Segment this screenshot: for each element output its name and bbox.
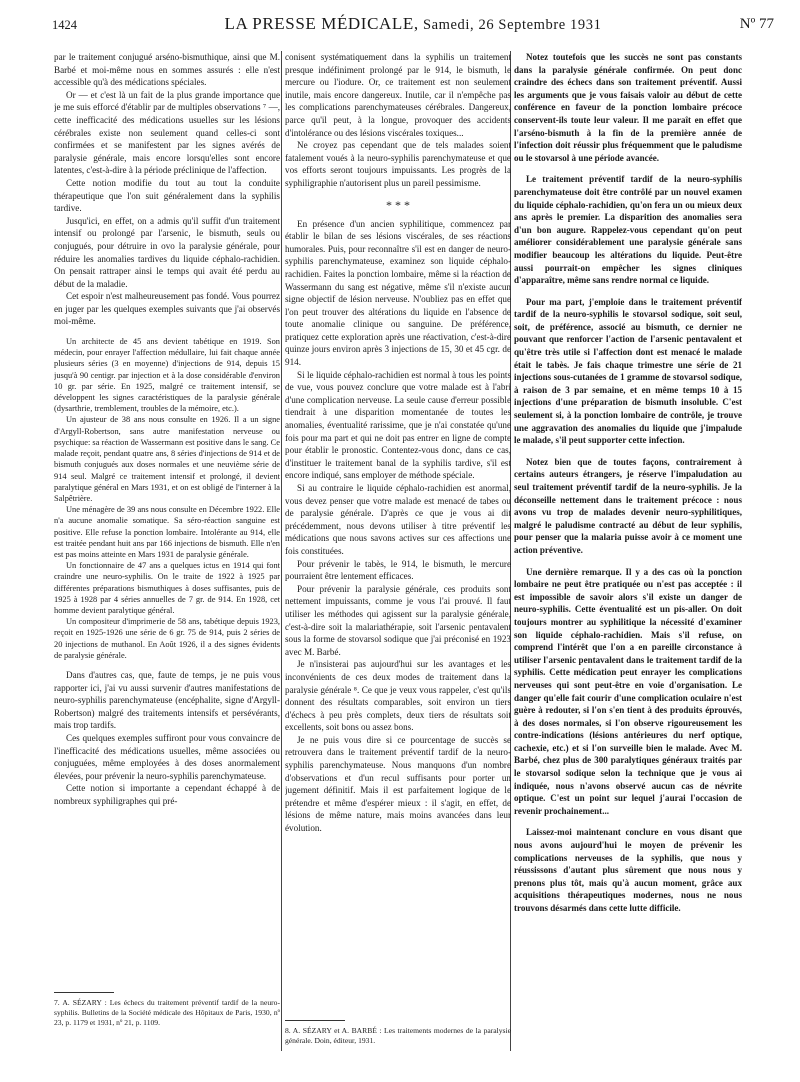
journal-date: Samedi, 26 Septembre 1931: [422, 17, 602, 33]
paragraph: par le traitement conjugué arséno-bismuthique, ainsi que M. Barbé et moi-même nous en sommes assurés : elle n'est accessible qu'à des médications spéciales.: [54, 52, 280, 88]
paragraph: conisent systématiquement dans la syphilis un traitement presque indéfiniment prolongé par le 914, le bismuth, le mercure ou l'iodure. Or, ce traitement est non seulement inutile, mais encore dangereux. Inutile, car il n'empêche pas les complications parenchymateuses cérébrales. Dangereux, parce qu'il peut, à la longue, provoquer des accidents d'intolérance ou des lésions viscérales toxiques...: [285, 52, 511, 138]
paragraph: Cette notion si importante a cependant échappé à de nombreux syphiligraphes qui pré-: [54, 783, 280, 806]
paragraph: Si le liquide céphalo-rachidien est normal à tous les points de vue, vous pouvez conclure que votre malade est à l'abri d'une complication nerveuse. La seule cause d'erreur possible tiendrait à une disparition momentanée de toutes les anomalies, éventualité rarissime, que je n'ai constatée qu'une fois pour ma part et qui ne doit pas entrer en ligne de compte pour établir le pronostic. Contentez-vous donc, dans ce cas, d'instituer le traitement banal de la syphilis tardive, s'il est encore indiqué, sans employer de méthode spéciale.: [285, 369, 511, 481]
case-report: Un ajusteur de 38 ans nous consulte en 1926. Il a un signe d'Argyll-Robertson, sans autre manifestation nerveuse ou psychique: sa réaction de Wassermann est positive dans le sang. Ce malade reçoit, pendant quatre ans, 8 séries d'injections de 914 et de bismuth conjugués aux doses normales et une neuvième série de 914 seul. Malgré ce traitement intensif et prolongé, il devient paralytique général en Mars 1931, et on est obligé de l'interner à la Salpêtrière.: [54, 415, 280, 503]
paragraph: Or — et c'est là un fait de la plus grande importance que je me suis efforcé d'établir par de multiples observations ⁷ —, cette inefficacité des médications usuelles sur les lésions cérébrales existe non seulement quand celles-ci sont confirmées et se manifestent par les signes avérés de paralysie générale, mais encore lorsqu'elles sont encore latentes, c'est-à-dire à la période préclinique de l'affection.: [54, 89, 280, 176]
paragraph: Cet espoir n'est malheureusement pas fondé. Vous pourrez en juger par les quelques exemples suivants que j'ai observés moi-même.: [54, 291, 280, 327]
paragraph: Cette notion modifie du tout au tout la conduite thérapeutique que l'on suit généralement dans la syphilis tardive.: [54, 177, 280, 214]
paragraph: Dans d'autres cas, que, faute de temps, je ne puis vous rapporter ici, j'ai vu aussi survenir d'autres manifestations de neuro-syphilis parenchymateuse (encéphalite, signe d'Argyll-Robertson) malgré des traitements intensifs et persévérants, mais trop tardifs.: [54, 669, 280, 731]
column-1: [54, 51, 280, 1032]
footnote-7: [54, 992, 280, 1028]
paragraph: Notez bien que de toutes façons, contrairement à certains auteurs étrangers, je réserve l'impaludation au seul traitement préventif tardif de la neuro-syphilis. Je la déconseille nettement dans le traitement précoce : nous avons vu trop de malades devenir neuro-syphilitiques, malgré le paludisme contracté au début de leur syphilis, pour penser que la malaria puisse avoir à ce moment une action préventive.: [514, 456, 742, 555]
page-header: [52, 14, 774, 38]
paragraph: Notez toutefois que les succès ne sont pas constants dans la paralysie générale confirmée. On peut donc craindre des échecs dans son traitement préventif. Aussi les arguments que je vous faisais valoir au début de cette conférence en faveur de la ponction lombaire précoce conservent-ils toute leur valeur. Il me paraît en effet que l'arséno-bismuth à la fin de la première année de l'infection doit réussir plus fréquemment que le paludisme ou le stovarsol à une période avancée.: [514, 52, 742, 163]
paragraph: Jusqu'ici, en effet, on a admis qu'il suffit d'un traitement intensif ou prolongé par l'arsenic, le bismuth, seuls ou conjugués, pour détruire in ovo la paralysie générale, pour réduire les anomalies tardives du liquide céphalo-rachidien. On pensait rattraper ainsi le temps qui avait été perdu au début de la maladie.: [54, 215, 280, 289]
section-separator: * * *: [386, 197, 410, 212]
column-2: [285, 51, 511, 1041]
paragraph: Si au contraire le liquide céphalo-rachidien est anormal, vous devez penser que votre malade est menacé de tabes ou de paralysie générale. D'après ce que je vous ai dit précédemment, nous devons utiliser à titre préventif les médications que nous savons actives sur ces affections une fois constituées.: [285, 483, 511, 556]
paragraph: Ne croyez pas cependant que de tels malades soient fatalement voués à la neuro-syphilis parenchymateuse et que vos efforts seront toujours impuissants. Les progrès de la syphiligraphie n'autorisent plus un pareil pessimisme.: [285, 140, 511, 188]
footnote-text: 8. A. SÉZARY et A. BARBÉ : Les traitements modernes de la paralysie générale. Doin, éditeur, 1931.: [285, 1026, 511, 1045]
paragraph: Une dernière remarque. Il y a des cas où la ponction lombaire ne peut être pratiquée ou n'est pas acceptée : il est impossible de savoir alors s'il existe un danger de neuro-syphilis. Cette éventualité est un pis-aller. On doit toujours montrer au syphilitique la nécessité d'examiner son liquide céphalo-rachidien. Mais s'il refuse, on comprend l'intérêt que l'on a en pareille circonstance à utiliser l'arsenic pentavalent dans le traitement tardif de la syphilis. Cette médication peut enrayer les complications nerveuses qui sont peut-être en voie d'organisation. Le danger qu'elle fait courir d'une complication oculaire n'est guère à redouter, si l'on s'en tient à des produits éprouvés, à des doses normales, si l'on observe rigoureusement les contre-indications (lésions antérieures du nerf optique, cachexie, etc.) et si l'on surveille bien le malade. Avec M. Barbé, chez plus de 300 paralytiques généraux traités par le stovarsol sodique selon la technique que je vous ai indiquée, nous n'avons observé aucun cas de névrite optique. C'est un point sur lequel j'aurai l'occasion de revenir prochainement...: [514, 566, 742, 816]
journal-title: [52, 14, 774, 34]
paragraph: Pour ma part, j'emploie dans le traitement préventif tardif de la neuro-syphilis le stovarsol sodique, soit seul, soit, de préférence, associé au bismuth, ce dernier ne pouvant que renforcer l'action de l'arsenic pentavalent et qu'être très utile si l'affection dont est menacé le malade était le tabès. Je fais chaque trimestre une série de 21 injections sous-cutanées de 1 gramme de stovarsol sodique, à raison de 3 par semaine, et en même temps 10 à 15 injections d'une préparation de bismuth insoluble. C'est seulement si, à la ponction lombaire de contrôle, je trouve une aggravation des anomalies du liquide que j'impaludе le malade, s'il peut supporter cette infection.: [514, 296, 742, 446]
paragraph: En présence d'un ancien syphilitique, commencez par établir le bilan de ses lésions viscérales, de ses réactions humorales. Puis, pour reconnaître s'il est en danger de neuro-syphilis parenchymateuse, examinez son liquide céphalo-rachidien. Faites la ponction lombaire, même si la réaction de Wassermann du sang est négative, même s'il n'existe aucun signe objectif de lésion nerveuse. N'oubliez pas en effet que l'on peut trouver des altérations du liquide en l'absence de toute anomalie clinique ou sanguine. De préférence, pratiquez cette exploration après une réactivation, c'est-à-dire quinze jours environ après 3 injections de 15, 30 et 45 cgr. de 914.: [285, 218, 511, 368]
column-divider: [281, 51, 282, 1051]
paragraph: Pour prévenir le tabès, le 914, le bismuth, le mercure pourraient être lentement efficaces.: [285, 558, 511, 582]
page-number: 1424: [52, 18, 77, 32]
paragraph: Laissez-moi maintenant conclure en vous disant que nous avons aujourd'hui le moyen de prévenir les complications nerveuses de la syphilis, que nous y réussissons d'autant plus sûrement que nous nous y prenons plus tôt, mais qu'à aucun moment, grâce aux acquisitions thérapeutiques modernes, nous ne nous trouvons désarmés dans cette lutte difficile.: [514, 827, 742, 913]
column-3: [514, 51, 742, 1016]
paragraph: Je ne puis vous dire si ce pourcentage de succès se retrouvera dans le traitement préventif tardif de la neuro-syphilis parenchymateuse. Nous manquons d'un nombre d'observations et d'un recul suffisants pour porter un jugement définitif. Mais il est parfaitement logique de le prétendre et même d'espérer mieux : il s'agit, en effet, de lésions de même nature, mais moins avancées dans leur évolution.: [285, 734, 511, 834]
case-report: Un compositeur d'imprimerie de 58 ans, tabétique depuis 1923, reçoit en 1925-1926 une série de 6 gr. 75 de 914, puis 2 séries de 20 injections de muthanol. En Août 1926, il a des signes évidents de paralysie générale.: [54, 617, 280, 660]
footnote-8: [285, 1020, 511, 1046]
paragraph: Pour prévenir la paralysie générale, ces produits sont nettement impuissants, comme je vous l'ai prouvé. Il faut utiliser les méthodes qui agissent sur la paralysie générale, c'est-à-dire soit la malariathérapie, soit l'arsenic pentavalent sous la forme de stovarsol sodique que j'ai préconisé en 1923 avec M. Barbé.: [285, 583, 511, 657]
paragraph: Le traitement préventif tardif de la neuro-syphilis parenchymateuse doit être contrôlé par un nouvel examen du liquide céphalo-rachidien, qu'on fera un ou mieux deux ans après le premier. La disparition des anomalies sera d'un bon augure. Rappelez-vous cependant qu'on peut améliorer considérablement une paralysie générale sans modifier beaucoup les altérations du liquide. Peut-être aussi pourrait-on empêcher les signes cliniques d'apparaître, même sans rendre normal ce liquide.: [514, 174, 742, 286]
paragraph: Ces quelques exemples suffiront pour vous convaincre de l'inefficacité des médications usuelles, même associées ou conjuguées, même employées à des doses anormalement élevées, pour prévenir la neuro-syphilis parenchymateuse.: [54, 732, 280, 781]
footnote-text: 7. A. SÉZARY : Les échecs du traitement préventif tardif de la neuro-syphilis. Bulletins de la Société médicale des Hôpitaux de Paris, 1930, nº 23, p. 1179 et 1931, nº 21, p. 1109.: [54, 998, 280, 1027]
footnote-rule: [54, 992, 114, 993]
case-report: Un fonctionnaire de 47 ans a quelques ictus en 1914 qui font craindre une neuro-syphilis. On le traite de 1922 à 1925 par différentes préparations bismuthiques à doses suffisantes, puis de 1925 à 1928 par 4 séries annuelles de 7 gr. de 914. En 1928, cet homme devient paralytique général.: [54, 561, 280, 615]
case-report: Un architecte de 45 ans devient tabétique en 1919. Son médecin, pour enrayer l'affection médullaire, lui fait chaque année plusieurs séries (3 en moyenne) d'injections de 914, depuis 15 jusqu'à 90 centigr. par injection et à la dose considérable d'environ 10 gr. par série. En 1925, malgré ce traitement intensif, se développent les signes caractéristiques de la paralysie générale (dysarthrie, tremblement, troubles de la mémoire, etc.).: [54, 337, 280, 414]
journal-name: LA PRESSE MÉDICALE,: [224, 14, 419, 33]
case-report: Une ménagère de 39 ans nous consulte en Décembre 1922. Elle n'a aucune anomalie somatique. Sa séro-réaction sanguine est positive. Elle refuse la ponction lombaire. Intolérante au 914, elle est traitée pendant huit ans par 166 injections de bismuth. Elle n'en est pas moins atteinte en Mars 1931 de paralysie générale.: [54, 505, 280, 559]
footnote-rule: [285, 1020, 345, 1021]
issue-number: Nº 77: [739, 16, 774, 32]
paragraph: Je n'insisterai pas aujourd'hui sur les avantages et les inconvénients de ces deux modes de traitement dans la paralysie générale ⁸. Ce que je veux vous rappeler, c'est qu'ils donnent des résultats comparables, soit environ un tiers d'échecs à peu près complets, deux tiers de résultats soit excellents, soit bons ou assez bons.: [285, 659, 511, 733]
